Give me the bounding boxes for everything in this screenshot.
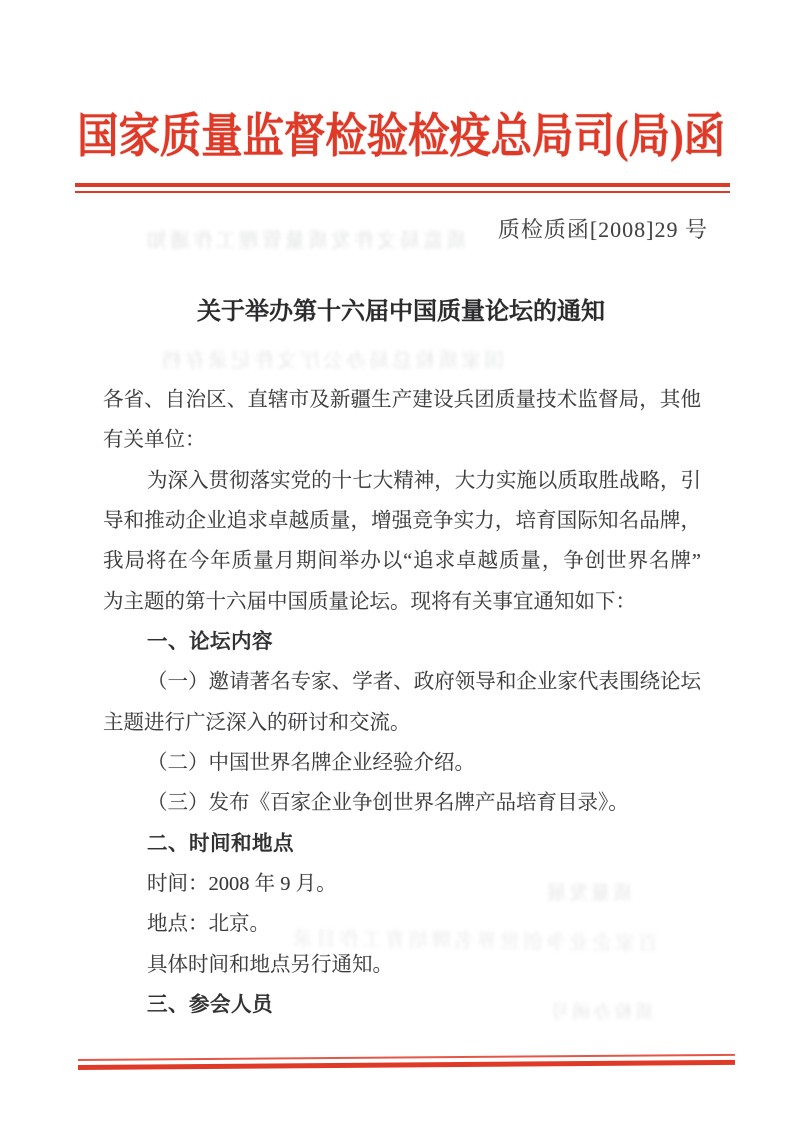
body-line: 各省、自治区、直辖市及新疆生产建设兵团质量技术监督局，其他: [103, 389, 701, 411]
body-line: 时间：2008 年 9 月。: [147, 872, 337, 895]
body-line: 为主题的第十六届中国质量论坛。现将有关事宜通知如下：: [103, 590, 636, 613]
section-heading: 二、时间和地点: [147, 831, 294, 855]
body-line: 具体时间和地点另行通知。: [147, 953, 393, 976]
document-body: [103, 380, 701, 1025]
body-line: （三）发布《百家企业争创世界名牌产品培育目录》。: [147, 792, 629, 815]
bleedthrough-artifact: 国家质检总局办公厅文件记录存档: [159, 350, 504, 372]
bleedthrough-artifact: 质量发展: [543, 883, 632, 904]
section-heading: 三、参会人员: [147, 992, 273, 1016]
bleedthrough-artifact: 质检办函号: [548, 1002, 653, 1022]
body-line: 我局将在今年质量月期间举办以“追求卓越质量，争创世界名牌”: [103, 550, 701, 573]
header-rule-thin: [75, 191, 730, 193]
body-line: 为深入贯彻落实党的十七大精神，大力实施以质取胜战略，引: [147, 469, 701, 492]
body-line: 有关单位：: [103, 429, 206, 452]
body-line: （二）中国世界名牌企业经验介绍。: [147, 751, 475, 774]
section-heading: 一、论坛内容: [147, 629, 273, 653]
document-number: 质检质函[2008]29 号: [497, 217, 708, 242]
document-title: 关于举办第十六届中国质量论坛的通知: [197, 299, 605, 325]
bleedthrough-artifact: 质监局文件发质量管理工作通知: [144, 230, 466, 252]
body-line: 主题进行广泛深入的研讨和交流。: [103, 711, 411, 734]
body-line: 导和推动企业追求卓越质量，增强竞争实力，培育国际知名品牌，: [103, 509, 701, 532]
bleedthrough-artifact: 百家企业争创世界名牌培育工作目录: [289, 927, 659, 956]
letterhead: [0, 111, 802, 163]
footer-rule-thick: [78, 1060, 735, 1070]
body-line: （一）邀请著名专家、学者、政府领导和企业家代表围绕论坛: [147, 671, 701, 694]
body-line: 地点：北京。: [147, 913, 270, 936]
footer-rule-group: [78, 1054, 735, 1070]
header-rule-thick: [75, 183, 730, 187]
letterhead-title: 国家质量监督检验检疫总局司(局)函: [77, 111, 725, 163]
